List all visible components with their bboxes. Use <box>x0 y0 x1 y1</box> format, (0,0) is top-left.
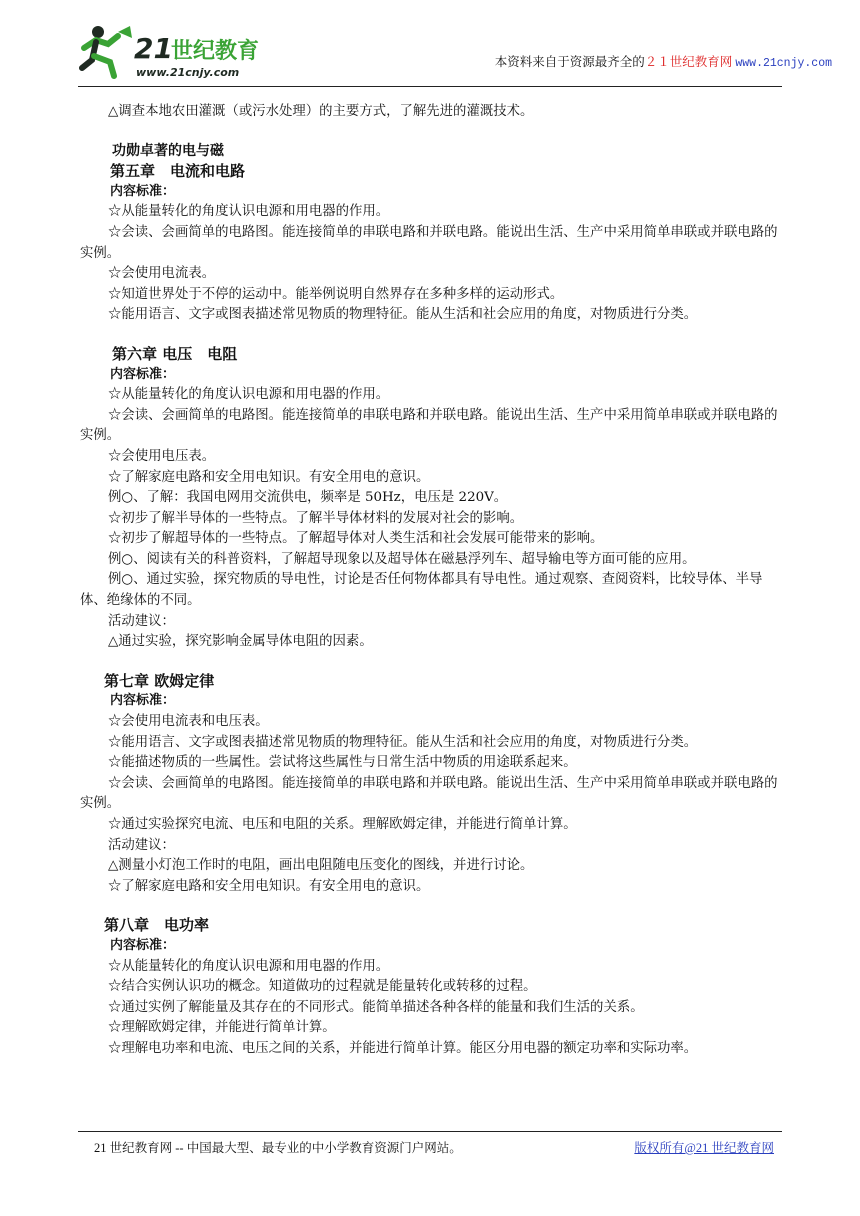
site-logo <box>78 18 288 84</box>
text-line: ☆会使用电流表和电压表。 <box>108 714 269 730</box>
footer-divider <box>78 1131 782 1132</box>
text-line: ☆从能量转化的角度认识电源和用电器的作用。 <box>108 204 390 220</box>
text-line: △通过实验，探究影响金属导体电阻的因素。 <box>108 634 373 650</box>
header-note-site: ２１世纪教育网 <box>644 55 733 69</box>
content-standard-label: 内容标准： <box>110 366 176 382</box>
document-body <box>80 102 784 1060</box>
text-line: ☆会使用电压表。 <box>108 448 216 464</box>
text-line: 例○、通过实验，探究物质的导电性，讨论是否任何物体都具有导电性。通过观察、查阅资料，比较导体、半导体、绝缘体的不同。 <box>80 572 763 609</box>
text-line: ☆知道世界处于不停的运动中。能举例说明自然界存在多种多样的运动形式。 <box>108 286 564 302</box>
text-line: ☆会读、会画简单的电路图。能连接简单的串联电路和并联电路。能说出生活、生产中采用简单串联或并联电路的实例。 <box>80 775 778 812</box>
content-standard-label: 内容标准： <box>110 183 176 199</box>
text-line: ☆能用语言、文字或图表描述常见物质的物理特征。能从生活和社会应用的角度，对物质进行分类。 <box>108 307 698 323</box>
text-line: 例○、了解：我国电网用交流供电，频率是 50Hz，电压是 220V。 <box>108 490 508 506</box>
text-line: ☆能用语言、文字或图表描述常见物质的物理特征。能从生活和社会应用的角度，对物质进行分类。 <box>108 734 698 750</box>
text-line: ☆从能量转化的角度认识电源和用电器的作用。 <box>108 958 390 974</box>
svg-text:世纪教育: 世纪教育 <box>171 39 260 64</box>
text-line: ☆初步了解超导体的一些特点。了解超导体对人类生活和社会发展可能带来的影响。 <box>108 531 604 547</box>
text-line: ☆通过实验探究电流、电压和电阻的关系。理解欧姆定律，并能进行简单计算。 <box>108 817 577 832</box>
text-line: △调查本地农田灌溉（或污水处理）的主要方式，了解先进的灌溉技术。 <box>108 104 534 119</box>
text-line: ☆会使用电流表。 <box>108 266 216 282</box>
svg-text:www.21cnjy.com: www.21cnjy.com <box>136 66 240 79</box>
text-line: ☆会读、会画简单的电路图。能连接简单的串联电路和并联电路。能说出生活、生产中采用简单串联或并联电路的实例。 <box>80 224 778 261</box>
header-note-prefix: 本资料来自于资源最齐全的 <box>494 55 645 69</box>
chapter-6-title: 第六章 电压 电阻 <box>112 344 238 363</box>
chapter-7-title: 第七章 欧姆定律 <box>104 671 215 690</box>
text-line: ☆从能量转化的角度认识电源和用电器的作用。 <box>108 387 390 403</box>
text-line: ☆了解家庭电路和安全用电知识。有安全用电的意识。 <box>108 469 430 485</box>
header-note <box>495 52 832 70</box>
footer-text: 21 世纪教育网 -- 中国最大型、最专业的中小学教育资源门户网站。 <box>94 1141 462 1155</box>
text-line: ☆通过实例了解能量及其存在的不同形式。能简单描述各种各样的能量和我们生活的关系。 <box>108 999 644 1015</box>
content-standard-label: 内容标准： <box>110 937 176 953</box>
header-divider <box>78 86 782 87</box>
text-line: ☆初步了解半导体的一些特点。了解半导体材料的发展对社会的影响。 <box>108 510 524 526</box>
text-line: ☆能描述物质的一些属性。尝试将这些属性与日常生活中物质的用途联系起来。 <box>108 755 577 771</box>
text-line: ☆理解欧姆定律，并能进行简单计算。 <box>108 1020 336 1036</box>
content-standard-label: 内容标准： <box>110 693 176 709</box>
chapter-8-title: 第八章 电功率 <box>104 916 210 935</box>
text-line: ☆理解电功率和电流、电压之间的关系，并能进行简单计算。能区分用电器的额定功率和实际功率。 <box>108 1040 698 1056</box>
text-line: 例○、阅读有关的科普资料，了解超导现象以及超导体在磁悬浮列车、超导输电等方面可能的应用。 <box>108 551 696 567</box>
text-line: ☆了解家庭电路和安全用电知识。有安全用电的意识。 <box>108 878 430 894</box>
copyright-link[interactable]: 版权所有@21 世纪教育网 <box>634 1141 774 1155</box>
unit-title: 功勋卓著的电与磁 <box>112 142 224 159</box>
activity-label: 活动建议： <box>108 613 175 629</box>
svg-text:21: 21 <box>134 32 173 65</box>
text-line: ☆会读、会画简单的电路图。能连接简单的串联电路和并联电路。能说出生活、生产中采用简单串联或并联电路的实例。 <box>80 407 778 444</box>
activity-label: 活动建议： <box>108 837 175 853</box>
text-line: ☆结合实例认识功的概念。知道做功的过程就是能量转化或转移的过程。 <box>108 979 537 995</box>
text-line: △测量小灯泡工作时的电阻，画出电阻随电压变化的图线，并进行讨论。 <box>108 858 534 874</box>
header-note-url[interactable]: www.21cnjy.com <box>735 57 832 70</box>
chapter-5-title: 第五章 电流和电路 <box>110 162 246 181</box>
